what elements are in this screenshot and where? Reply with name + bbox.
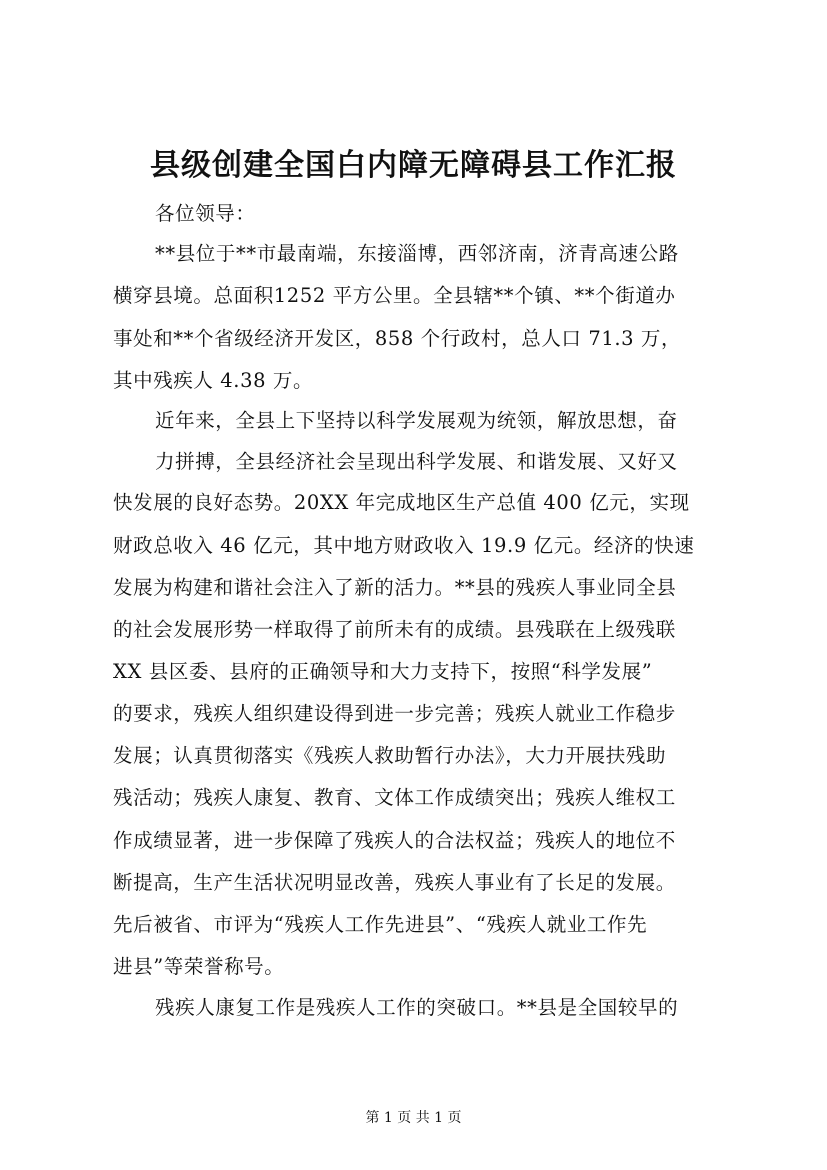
paragraph-line: 力拼搏，全县经济社会呈现出科学发展、和谐发展、又好又: [155, 450, 678, 473]
paragraph-line: 的要求，残疾人组织建设得到进一步完善；残疾人就业工作稳步: [113, 702, 676, 725]
paragraph-line: 事处和**个省级经济开发区，858 个行政村，总人口 71.3 万，: [113, 327, 682, 350]
paragraph-line: 各位领导：: [155, 202, 256, 225]
paragraph-line: 横穿县境。总面积1252 平方公里。全县辖**个镇、**个街道办: [113, 284, 676, 307]
paragraph-line: 的社会发展形势一样取得了前所未有的成绩。县残联在上级残联: [113, 618, 676, 641]
paragraph-line: 残活动；残疾人康复、教育、文体工作成绩突出；残疾人维权工: [113, 786, 676, 809]
paragraph-line: XX 县区委、县府的正确领导和大力支持下，按照“科学发展”: [113, 660, 653, 683]
paragraph-line: 快发展的良好态势。20XX 年完成地区生产总值 400 亿元，实现: [113, 491, 690, 514]
paragraph-line: 残疾人康复工作是残疾人工作的突破口。**县是全国较早的: [155, 996, 679, 1019]
paragraph-line: 发展；认真贯彻落实《残疾人救助暂行办法》，大力开展扶残助: [113, 744, 667, 767]
paragraph-line: 其中残疾人 4.38 万。: [113, 369, 314, 392]
document-title: 县级创建全国白内障无障碍县工作汇报: [150, 148, 677, 183]
paragraph-line: 作成绩显著，进一步保障了残疾人的合法权益；残疾人的地位不: [113, 829, 676, 852]
page-footer: 第 1 页 共 1 页: [365, 1110, 462, 1126]
paragraph-line: 进县”等荣誉称号。: [113, 955, 285, 978]
paragraph-line: 财政总收入 46 亿元，其中地方财政收入 19.9 亿元。经济的快速: [113, 534, 695, 557]
paragraph-line: 断提高，生产生活状况明显改善，残疾人事业有了长足的发展。: [113, 871, 676, 894]
paragraph-line: 发展为构建和谐社会注入了新的活力。**县的残疾人事业同全县: [113, 576, 677, 599]
paragraph-line: 先后被省、市评为“残疾人工作先进县”、“残疾人就业工作先: [113, 913, 648, 936]
paragraph-line: **县位于**市最南端，东接淄博，西邻济南，济青高速公路: [155, 242, 679, 265]
paragraph-line: 近年来，全县上下坚持以科学发展观为统领，解放思想，奋: [155, 409, 678, 432]
